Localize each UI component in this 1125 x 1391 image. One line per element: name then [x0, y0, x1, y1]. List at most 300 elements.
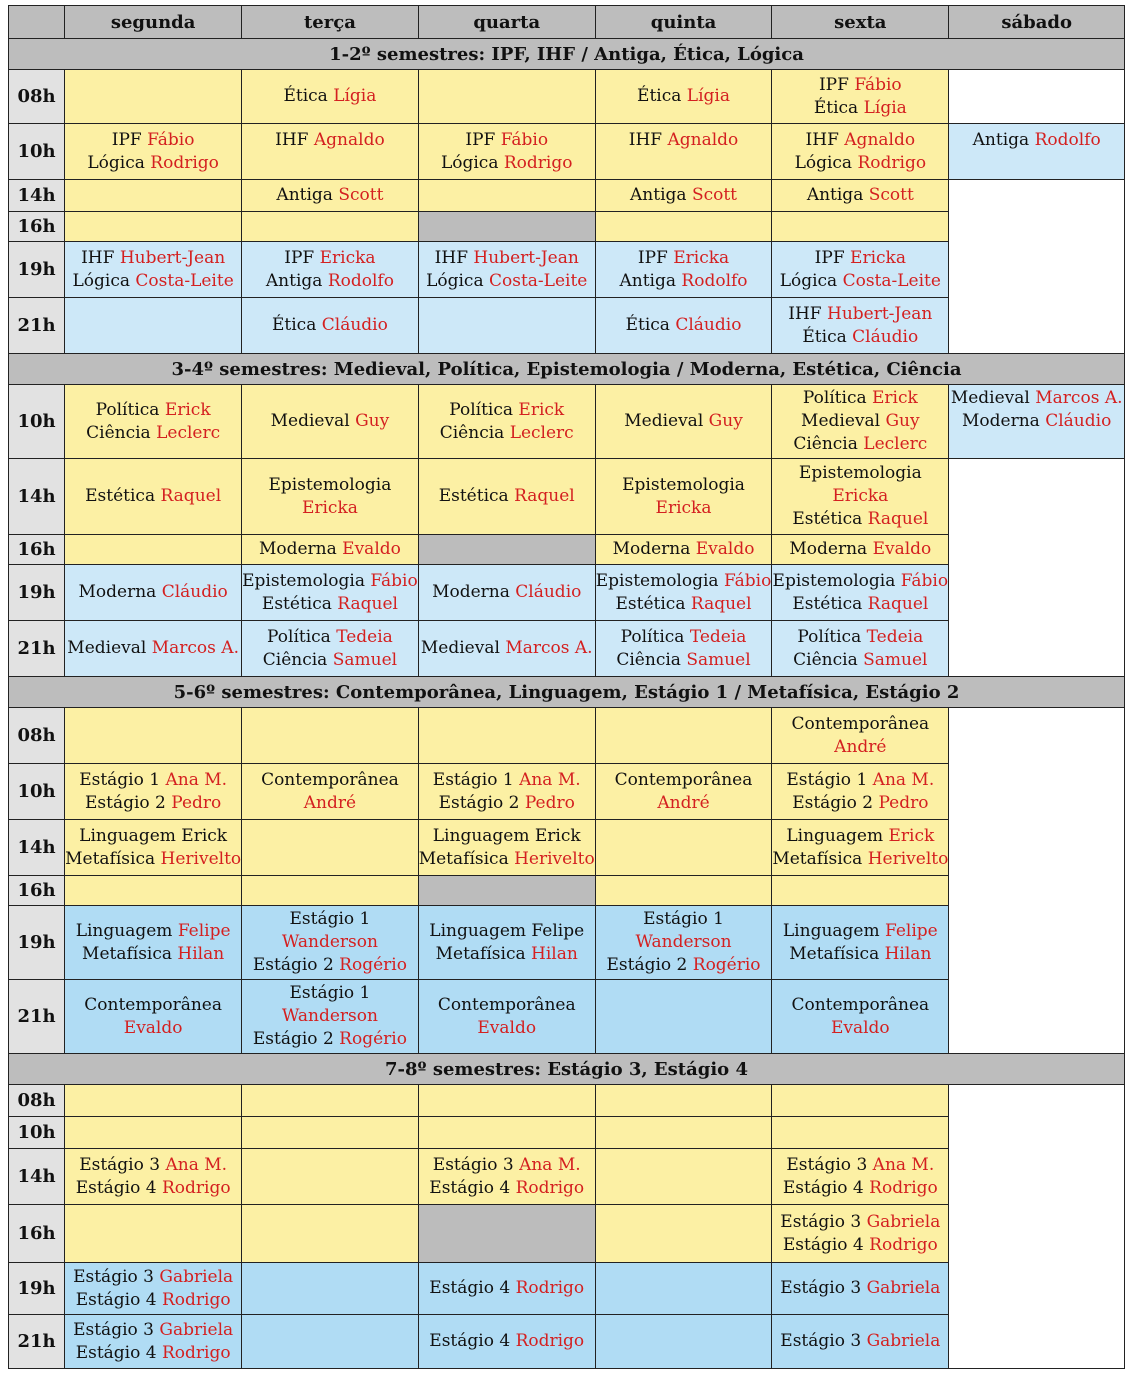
professor-name: Pedro	[171, 792, 222, 813]
course-name: Medieval	[624, 411, 709, 431]
course-name: Contemporânea	[614, 769, 753, 790]
schedule-cell-sexta	[772, 1263, 949, 1315]
course-name: Contemporânea	[791, 994, 930, 1015]
class-line	[65, 848, 241, 871]
class-line	[65, 994, 241, 1017]
course-name: Linguagem Erick	[79, 825, 228, 846]
schedule-cell-terca	[242, 242, 419, 298]
course-name: Estágio 1	[79, 769, 166, 790]
course-name: IPF	[818, 74, 855, 95]
course-name: Estágio 3	[73, 1319, 160, 1340]
time-label: 14h	[9, 180, 65, 212]
course-name: IHF	[788, 303, 827, 324]
course-name: IHF	[805, 129, 845, 150]
professor-name: Herivelto	[160, 848, 242, 869]
professor-name: Scott	[868, 185, 914, 205]
schedule-cell-segunda	[65, 1315, 242, 1369]
course-name: Estágio 4	[782, 1177, 870, 1198]
course-name: Medieval	[950, 388, 1036, 408]
course-name: Moderna	[432, 582, 516, 602]
course-name: Metafísica	[435, 943, 532, 964]
course-name: Linguagem	[75, 920, 178, 941]
professor-name: Leclerc	[863, 434, 928, 454]
class-line	[596, 626, 772, 649]
course-name: Estágio 3	[780, 1331, 867, 1351]
professor-name: Guy	[885, 411, 920, 431]
schedule-cell-terca	[242, 1315, 419, 1369]
schedule-cell-segunda	[65, 906, 242, 980]
class-line	[419, 1154, 595, 1177]
schedule-cell-segunda	[65, 820, 242, 876]
section-header-row	[9, 354, 1125, 385]
professor-name: Herivelto	[867, 848, 949, 869]
class-line	[242, 954, 418, 977]
professor-name: Ericka	[319, 247, 376, 268]
class-line	[65, 1319, 241, 1342]
class-line	[772, 920, 948, 943]
schedule-cell-segunda	[65, 876, 242, 906]
class-line	[419, 399, 595, 422]
schedule-cell-quinta	[595, 459, 772, 535]
class-line	[772, 570, 948, 593]
time-label: 16h	[9, 212, 65, 242]
professor-name: Rodrigo	[161, 1342, 231, 1363]
class-line	[772, 943, 948, 966]
section-title: 1-2º semestres: IPF, IHF / Antiga, Ética, Lógica	[9, 39, 1125, 70]
class-line	[596, 649, 772, 672]
professor-name: Lígia	[333, 86, 377, 106]
schedule-cell-terca	[242, 565, 419, 621]
schedule-cell-quinta	[595, 124, 772, 180]
course-name: Contemporânea	[791, 713, 930, 734]
class-line	[596, 184, 772, 207]
class-line	[772, 74, 948, 97]
time-slot-row	[9, 124, 1125, 180]
class-line	[65, 422, 241, 445]
class-line	[65, 1017, 241, 1040]
class-line	[772, 184, 948, 207]
class-line	[242, 410, 418, 433]
course-name: Estágio 3	[780, 1278, 867, 1298]
professor-name: Fábio	[723, 570, 772, 591]
course-name: Ciência	[793, 649, 864, 670]
course-name: Epistemologia	[242, 570, 371, 591]
professor-name: Cláudio	[161, 582, 228, 602]
professor-name: Erick	[888, 825, 935, 846]
class-line	[242, 570, 418, 593]
schedule-cell-terca	[242, 298, 419, 354]
schedule-cell-segunda	[65, 1149, 242, 1205]
schedule-cell-segunda	[65, 124, 242, 180]
professor-name: Ericka	[850, 247, 906, 268]
class-line	[65, 152, 241, 175]
time-label: 14h	[9, 459, 65, 535]
class-line	[419, 637, 595, 660]
schedule-cell-terca	[242, 820, 419, 876]
professor-name: Lígia	[863, 97, 907, 118]
course-name: Estágio 4	[75, 1342, 162, 1363]
schedule-cell-terca	[242, 876, 419, 906]
professor-name: Wanderson	[281, 932, 378, 952]
time-label: 08h	[9, 1085, 65, 1117]
professor-name: Raquel	[867, 593, 929, 614]
professor-name: Wanderson	[635, 932, 732, 952]
day-header-sexta: sexta	[772, 6, 949, 39]
schedule-cell-sexta	[772, 459, 949, 535]
course-name: Estética	[792, 593, 868, 614]
schedule-cell-quinta	[595, 298, 772, 354]
professor-name: Rogério	[692, 955, 761, 975]
class-line	[419, 129, 595, 152]
class-line	[242, 626, 418, 649]
course-name: Antiga	[265, 270, 328, 291]
course-name: Contemporânea	[437, 994, 576, 1015]
schedule-cell-sexta	[772, 980, 949, 1054]
class-line	[65, 270, 241, 293]
schedule-cell-sexta	[772, 535, 949, 565]
class-line	[772, 1211, 948, 1234]
class-line	[596, 410, 772, 433]
class-line	[242, 152, 418, 175]
course-name: IPF	[814, 247, 851, 268]
day-header-quinta: quinta	[595, 6, 772, 39]
class-line	[242, 908, 418, 931]
course-name: Epistemologia	[622, 474, 745, 495]
class-line	[242, 474, 418, 497]
professor-name: Evaldo	[872, 539, 932, 559]
course-name: Estágio 3	[73, 1266, 160, 1287]
class-line	[242, 247, 418, 270]
class-line	[772, 462, 948, 485]
schedule-cell-terca	[242, 180, 419, 212]
professor-name: Tedeia	[866, 626, 924, 647]
schedule-cell-segunda	[65, 1205, 242, 1263]
class-line	[65, 247, 241, 270]
professor-name: Cláudio	[515, 582, 582, 602]
schedule-cell-sabado	[949, 385, 1125, 459]
class-line	[772, 736, 948, 759]
schedule-cell-quarta	[418, 459, 595, 535]
professor-name: Rodrigo	[515, 1278, 585, 1298]
schedule-table	[8, 5, 1125, 1369]
schedule-cell-terca	[242, 621, 419, 677]
professor-name: Guy	[355, 411, 390, 431]
class-line	[596, 270, 772, 293]
professor-name: Gabriela	[866, 1278, 941, 1298]
course-name: Lógica	[440, 152, 504, 173]
course-name: Política	[620, 626, 690, 647]
schedule-cell-quarta	[418, 1315, 595, 1369]
professor-name: Rodolfo	[681, 270, 748, 291]
class-line	[596, 474, 772, 497]
class-line	[419, 920, 595, 943]
class-line	[65, 920, 241, 943]
schedule-cell-quinta	[595, 385, 772, 459]
schedule-cell-terca	[242, 1117, 419, 1149]
course-name: Lógica	[72, 270, 136, 291]
schedule-cell-sexta	[772, 876, 949, 906]
course-name: Ética	[637, 86, 687, 106]
schedule-cell-segunda	[65, 242, 242, 298]
course-name: Moderna	[258, 539, 343, 559]
course-name: Epistemologia	[798, 463, 922, 483]
class-line	[242, 184, 418, 207]
professor-name: Raquel	[160, 486, 222, 506]
schedule-cell-terca	[242, 1085, 419, 1117]
course-name: Medieval	[420, 638, 506, 658]
course-name: Lógica	[87, 152, 151, 173]
professor-name: Rodolfo	[327, 270, 394, 291]
professor-name: Evaldo	[830, 1017, 890, 1038]
course-name: Estágio 3	[786, 1154, 873, 1175]
professor-name: André	[834, 736, 887, 757]
course-name: IHF	[628, 129, 668, 150]
class-line	[596, 570, 772, 593]
class-line	[772, 326, 948, 349]
class-line	[772, 247, 948, 270]
professor-name: Scott	[338, 185, 384, 205]
course-name: Ética	[625, 315, 676, 335]
course-name: Metafísica	[772, 848, 868, 869]
time-label: 10h	[9, 124, 65, 180]
course-name: Medieval	[270, 411, 356, 431]
class-line	[419, 994, 595, 1017]
class-line	[772, 410, 948, 433]
class-line	[242, 792, 418, 815]
professor-name: Evaldo	[123, 1017, 183, 1038]
class-line	[772, 848, 948, 871]
course-name: Estágio 1	[786, 769, 873, 790]
schedule-cell-terca	[242, 980, 419, 1054]
schedule-cell-quarta	[418, 708, 595, 764]
class-line	[65, 399, 241, 422]
professor-name: Rodrigo	[869, 1177, 938, 1198]
time-label: 21h	[9, 298, 65, 354]
class-line	[772, 508, 948, 531]
professor-name: Erick	[518, 399, 565, 420]
schedule-cell-sexta	[772, 820, 949, 876]
schedule-cell-quarta	[418, 1263, 595, 1315]
course-name: Estágio 1	[289, 983, 371, 1003]
class-line	[772, 1154, 948, 1177]
professor-name: Cláudio	[321, 315, 388, 335]
class-line	[949, 433, 1124, 456]
course-name: Linguagem Erick	[432, 825, 581, 846]
class-line	[772, 97, 948, 120]
time-label: 21h	[9, 980, 65, 1054]
course-name: Moderna	[612, 539, 696, 559]
class-line	[772, 1234, 948, 1257]
class-line	[242, 1028, 418, 1051]
section-title: 7-8º semestres: Estágio 3, Estágio 4	[9, 1054, 1125, 1085]
schedule-cell-quinta	[595, 621, 772, 677]
professor-name: Ana M.	[872, 769, 935, 790]
class-line	[596, 314, 772, 337]
time-slot-row	[9, 708, 1125, 764]
schedule-cell-quarta	[418, 621, 595, 677]
class-line	[596, 85, 772, 108]
professor-name: Samuel	[863, 649, 928, 670]
professor-name: Agnaldo	[667, 129, 739, 150]
course-name: Política	[95, 399, 165, 420]
class-line	[242, 1005, 418, 1028]
course-name: Estágio 2	[252, 955, 340, 975]
class-line	[65, 769, 241, 792]
professor-name: Lígia	[686, 86, 730, 106]
professor-name: Costa-Leite	[842, 270, 941, 291]
professor-name: Rodolfo	[1034, 129, 1101, 150]
professor-name: Hilan	[884, 943, 932, 964]
time-label: 10h	[9, 764, 65, 820]
class-line	[596, 593, 772, 616]
class-line	[65, 1289, 241, 1312]
professor-name: Leclerc	[156, 422, 221, 443]
schedule-cell-quinta	[595, 764, 772, 820]
professor-name: Marcos A.	[151, 638, 239, 658]
schedule-cell-quinta	[595, 876, 772, 906]
class-line	[772, 152, 948, 175]
class-line	[949, 387, 1124, 410]
schedule-cell-segunda	[65, 708, 242, 764]
course-name: Estágio 4	[429, 1278, 516, 1298]
course-name: Estágio 3	[432, 1154, 520, 1175]
course-name: Linguagem	[786, 825, 889, 846]
section-title: 5-6º semestres: Contemporânea, Linguagem, Estágio 1 / Metafísica, Estágio 2	[9, 677, 1125, 708]
class-line	[65, 1342, 241, 1365]
time-label: 16h	[9, 876, 65, 906]
professor-name: Rodrigo	[857, 152, 927, 173]
professor-name: Raquel	[867, 509, 929, 529]
class-line	[65, 943, 241, 966]
class-line	[772, 994, 948, 1017]
professor-name: Fábio	[370, 570, 418, 591]
course-name: Epistemologia	[595, 570, 724, 591]
schedule-cell-segunda	[65, 70, 242, 124]
course-name: Estética	[615, 593, 691, 614]
class-line	[772, 825, 948, 848]
course-name: Estética	[438, 486, 515, 506]
class-line	[596, 152, 772, 175]
class-line	[772, 769, 948, 792]
course-name: Estágio 1	[432, 769, 520, 790]
professor-name: Herivelto	[514, 848, 595, 869]
schedule-cell-quarta	[418, 180, 595, 212]
professor-name: Rodrigo	[161, 1177, 231, 1198]
professor-name: Evaldo	[695, 539, 755, 559]
schedule-cell-segunda	[65, 180, 242, 212]
professor-name: Ericka	[673, 247, 730, 268]
professor-name: Hubert-Jean	[827, 303, 933, 324]
course-name: Ciência	[616, 649, 687, 670]
schedule-cell-terca	[242, 708, 419, 764]
professor-name: Hubert-Jean	[119, 247, 226, 268]
professor-name: Costa-Leite	[489, 270, 588, 291]
schedule-cell-sexta	[772, 621, 949, 677]
course-name: Estágio 3	[780, 1211, 867, 1232]
time-label: 14h	[9, 1149, 65, 1205]
time-label: 19h	[9, 906, 65, 980]
professor-name: Cláudio	[852, 326, 919, 347]
course-name: IPF	[284, 247, 320, 268]
course-name: Ciência	[439, 422, 510, 443]
schedule-cell-segunda	[65, 1085, 242, 1117]
time-label: 10h	[9, 1117, 65, 1149]
weekday-header	[9, 6, 1125, 39]
class-line	[65, 637, 241, 660]
day-header-sabado: sábado	[949, 6, 1125, 39]
class-line	[772, 649, 948, 672]
course-name: Política	[797, 626, 867, 647]
class-line	[242, 497, 418, 520]
class-line	[419, 422, 595, 445]
schedule-cell-quarta	[418, 1085, 595, 1117]
schedule-cell-quinta	[595, 535, 772, 565]
schedule-cell-quinta	[595, 212, 772, 242]
course-name: Estágio 2	[85, 792, 172, 813]
schedule-cell-sabado	[949, 1085, 1125, 1369]
time-label: 16h	[9, 1205, 65, 1263]
class-line	[242, 270, 418, 293]
professor-name: Samuel	[332, 649, 398, 670]
professor-name: Rogério	[339, 1029, 407, 1049]
class-line	[242, 982, 418, 1005]
schedule-cell-quarta	[418, 535, 595, 565]
schedule-cell-quarta	[418, 124, 595, 180]
professor-name: Scott	[691, 185, 738, 205]
schedule-cell-terca	[242, 1263, 419, 1315]
schedule-cell-sexta	[772, 1149, 949, 1205]
professor-name: Raquel	[337, 593, 398, 614]
time-label: 10h	[9, 385, 65, 459]
course-name: IPF	[465, 129, 501, 150]
schedule-cell-terca	[242, 906, 419, 980]
schedule-cell-quinta	[595, 906, 772, 980]
schedule-cell-sabado	[949, 459, 1125, 677]
schedule-cell-terca	[242, 212, 419, 242]
schedule-cell-sexta	[772, 298, 949, 354]
schedule-cell-quarta	[418, 1149, 595, 1205]
professor-name: Fábio	[500, 129, 549, 150]
schedule-cell-quarta	[418, 385, 595, 459]
professor-name: André	[657, 792, 710, 813]
professor-name: Hilan	[531, 943, 578, 964]
schedule-cell-segunda	[65, 1263, 242, 1315]
class-line	[772, 485, 948, 508]
section-header-row	[9, 677, 1125, 708]
schedule-cell-sexta	[772, 764, 949, 820]
class-line	[419, 792, 595, 815]
class-line	[419, 581, 595, 604]
professor-name: Gabriela	[866, 1331, 941, 1351]
class-line	[419, 1177, 595, 1200]
class-line	[772, 129, 948, 152]
class-line	[596, 908, 772, 931]
class-line	[242, 931, 418, 954]
course-name: Estágio 2	[438, 792, 525, 813]
class-line	[65, 1154, 241, 1177]
class-line	[65, 825, 241, 848]
schedule-cell-sexta	[772, 565, 949, 621]
day-header-terca: terça	[242, 6, 419, 39]
time-label: 21h	[9, 621, 65, 677]
time-slot-row	[9, 459, 1125, 535]
class-line	[242, 649, 418, 672]
professor-name: Ana M.	[165, 1154, 228, 1175]
schedule-cell-quinta	[595, 708, 772, 764]
class-line	[596, 769, 772, 792]
professor-name: Marcos A.	[1035, 388, 1123, 408]
course-name: Linguagem	[782, 920, 885, 941]
